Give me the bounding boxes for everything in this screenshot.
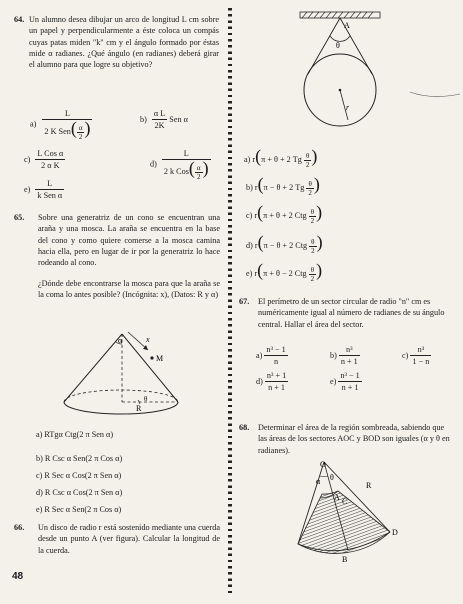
option-label: c): [246, 211, 253, 220]
q64-number: 64.: [14, 15, 25, 24]
fraction-numerator: L: [42, 108, 92, 120]
q66-option-d: d) r(π − θ + 2 Ctg $\frac{\theta}{2}$ ): [246, 232, 323, 255]
q64-option-c: [24, 148, 65, 172]
q64-option-e: [24, 178, 64, 202]
option-label: b): [36, 454, 43, 463]
fraction-numerator: L: [162, 148, 211, 160]
q68-number: 68.: [239, 423, 250, 432]
fraction-denominator: 2 k Cos: [163, 167, 189, 177]
q65-option-c: [36, 470, 121, 481]
q67-text: El perímetro de un sector circular de radio "n" cm es numéricamente igual al número de radianes de su ángulo central. Hallar el área del sector.: [258, 297, 445, 329]
q67-option-c: [402, 344, 431, 368]
cone-m-label: M: [156, 354, 164, 363]
option-label: d): [36, 488, 43, 497]
fraction-denominator: 2: [308, 188, 312, 197]
option-label: c): [24, 154, 31, 164]
q65-number: 65.: [14, 213, 25, 222]
cone-figure: [60, 330, 190, 422]
sector-c-label: C: [342, 497, 348, 506]
q66-text: Un disco de radio r está sostenido mediante una cuerda desde un punto A (ver figura). Calcular la longitud de la cuerda.: [38, 523, 220, 555]
sectors-figure: [278, 458, 428, 568]
fraction-denominator: n + 1: [340, 357, 358, 367]
fraction-numerator: n³: [339, 344, 360, 356]
option-text: R Sec α Sen(2 π Cos α): [44, 505, 122, 514]
disk-r-label: r: [346, 103, 350, 112]
fraction-denominator: 1 − n: [412, 357, 430, 367]
sector-d-label: D: [392, 528, 398, 537]
fraction-denominator: 2: [305, 160, 310, 169]
q64-option-a: a) L 2 K Sen( $\frac{\alpha}{2}$ ): [30, 109, 91, 142]
option-body: π − θ + 2 Ctg: [263, 241, 308, 250]
fraction-numerator: θ: [304, 152, 312, 161]
fraction-numerator: θ: [309, 266, 317, 275]
fraction-numerator: θ: [309, 208, 317, 217]
q64-option-b: [140, 108, 188, 132]
option-label: b): [330, 350, 337, 360]
fraction-numerator: α: [78, 124, 83, 133]
fraction-denominator: 2 α K: [41, 161, 60, 171]
option-label: b): [140, 114, 147, 124]
option-body: π + θ + 2 Ctg: [263, 211, 307, 220]
sector-o-label: O: [320, 460, 326, 469]
fraction-denominator: 2: [310, 274, 315, 283]
fraction-denominator: 2: [310, 216, 315, 225]
sector-theta-label: θ: [330, 473, 334, 482]
fraction-numerator: θ: [309, 238, 317, 247]
option-tail: Sen α: [169, 114, 188, 124]
page-number: 48: [12, 571, 24, 582]
q66-number: 66.: [14, 523, 25, 532]
fraction-denominator: 2K: [154, 121, 165, 131]
q65-option-e: [36, 504, 121, 515]
option-label: c): [36, 471, 43, 480]
q65-option-b: [36, 453, 122, 464]
q67-number: 67.: [239, 297, 250, 306]
option-body: π + θ − 2 Ctg: [263, 269, 307, 278]
option-body: π + θ + 2 Tg: [261, 155, 302, 164]
q68-text: Determinar el área de la región sombreada, sabiendo que las áreas de los sectores AOC y BOD son iguales (α y θ en radianes).: [258, 423, 450, 455]
fraction-denominator: n: [274, 357, 279, 367]
disk-theta-label: θ: [336, 41, 340, 50]
fraction-numerator: α L: [152, 108, 167, 120]
fraction-numerator: L Cos α: [35, 148, 65, 160]
option-label: c): [402, 350, 409, 360]
option-prefix: r: [254, 269, 258, 278]
column-divider: [228, 8, 232, 596]
q64-text: Un alumno desea dibujar un arco de longitud L cm sobre un papel y perpendicularmente a éste coloca un compás cuyas patas miden "k" cm y el ángulo formado por éstas mide α radianes. ¿Qué ángulo (en radianes) deberá girar el alumno para que logre su objetivo?: [29, 15, 219, 70]
q66-option-c: c) r(π + θ + 2 Ctg $\frac{\theta}{2}$ ): [246, 202, 323, 225]
fraction-numerator: n³ − 1: [264, 344, 287, 356]
option-prefix: r: [252, 155, 256, 164]
sector-b-label: B: [342, 555, 348, 564]
cone-alpha-label: α: [118, 336, 123, 345]
option-label: b): [246, 183, 253, 192]
disk-rope-figure: [282, 10, 462, 138]
q66-option-e: e) r(π + θ − 2 Ctg $\frac{\theta}{2}$ ): [246, 260, 323, 283]
q65-option-d: [36, 487, 122, 498]
q67-option-a: [256, 344, 288, 368]
fraction-numerator: n³: [410, 344, 431, 356]
fraction-denominator: 2: [78, 133, 83, 142]
fraction-denominator: n + 1: [268, 383, 285, 393]
option-label: a): [256, 350, 263, 360]
option-text: R Csc α Cos(2 π Sen α): [44, 488, 123, 497]
q65-text: Sobre una generatriz de un cono se encuentran una araña y una mosca. La araña se encuentra en la base del cono y como quiere comerse a la mosca camina hacia ella, pero en lugar de ir por la generatriz lo hace rodeando al cono.: [38, 213, 220, 268]
q65-question: ¿Dónde debe encontrarse la mosca para que la araña se la coma lo antes posible? (Incógnita: x), (Datos: R y α): [38, 279, 220, 300]
q66-option-a: a) r(π + θ + 2 Tg $\frac{\theta}{2}$ ): [244, 146, 318, 169]
q67-option-b: [330, 344, 360, 368]
sector-r-label: R: [366, 481, 372, 490]
option-label: e): [36, 505, 43, 514]
fraction-denominator: 2: [196, 173, 201, 182]
fraction-denominator: n + 1: [341, 383, 359, 393]
q64-option-d: d) L 2 k Cos( $\frac{\alpha}{2}$ ): [150, 149, 209, 182]
option-text: R Csc α Sen(2 π Cos α): [44, 454, 123, 463]
q67-option-d: [256, 370, 288, 394]
fraction-numerator: α: [196, 164, 201, 173]
disk-a-label: A: [344, 21, 350, 30]
option-label: a): [30, 119, 37, 129]
sector-a-label: A: [334, 493, 340, 502]
fraction-numerator: θ: [306, 180, 314, 189]
cone-x-label: x: [146, 335, 150, 344]
option-text: RTgα Ctg(2 π Sen α): [44, 430, 114, 439]
option-prefix: r: [254, 211, 258, 220]
q67-option-e: [330, 370, 362, 394]
option-label: a): [36, 430, 43, 439]
option-label: e): [330, 376, 337, 386]
fraction-numerator: n³ + 1: [265, 370, 288, 382]
option-prefix: r: [254, 183, 258, 192]
option-label: e): [246, 269, 253, 278]
sector-alpha-label: α: [316, 477, 321, 486]
cone-r-label: R: [136, 404, 142, 413]
fraction-denominator: 2: [311, 246, 315, 255]
option-prefix: r: [254, 241, 258, 250]
q65-option-a: [36, 429, 113, 440]
option-body: π − θ + 2 Tg: [263, 183, 305, 192]
option-label: d): [256, 376, 263, 386]
option-label: a): [244, 155, 251, 164]
option-label: e): [24, 184, 31, 194]
option-label: d): [150, 159, 157, 169]
fraction-numerator: n³ − 1: [338, 370, 361, 382]
q66-option-b: b) r(π − θ + 2 Tg $\frac{\theta}{2}$ ): [246, 174, 320, 197]
fraction-denominator: k Sen α: [37, 191, 63, 201]
cone-theta-label: θ: [144, 395, 148, 403]
option-label: d): [246, 241, 253, 250]
option-text: R Sec α Cos(2 π Sen α): [44, 471, 122, 480]
fraction-denominator: 2 K Sen: [44, 127, 71, 137]
fraction-numerator: L: [35, 178, 64, 190]
